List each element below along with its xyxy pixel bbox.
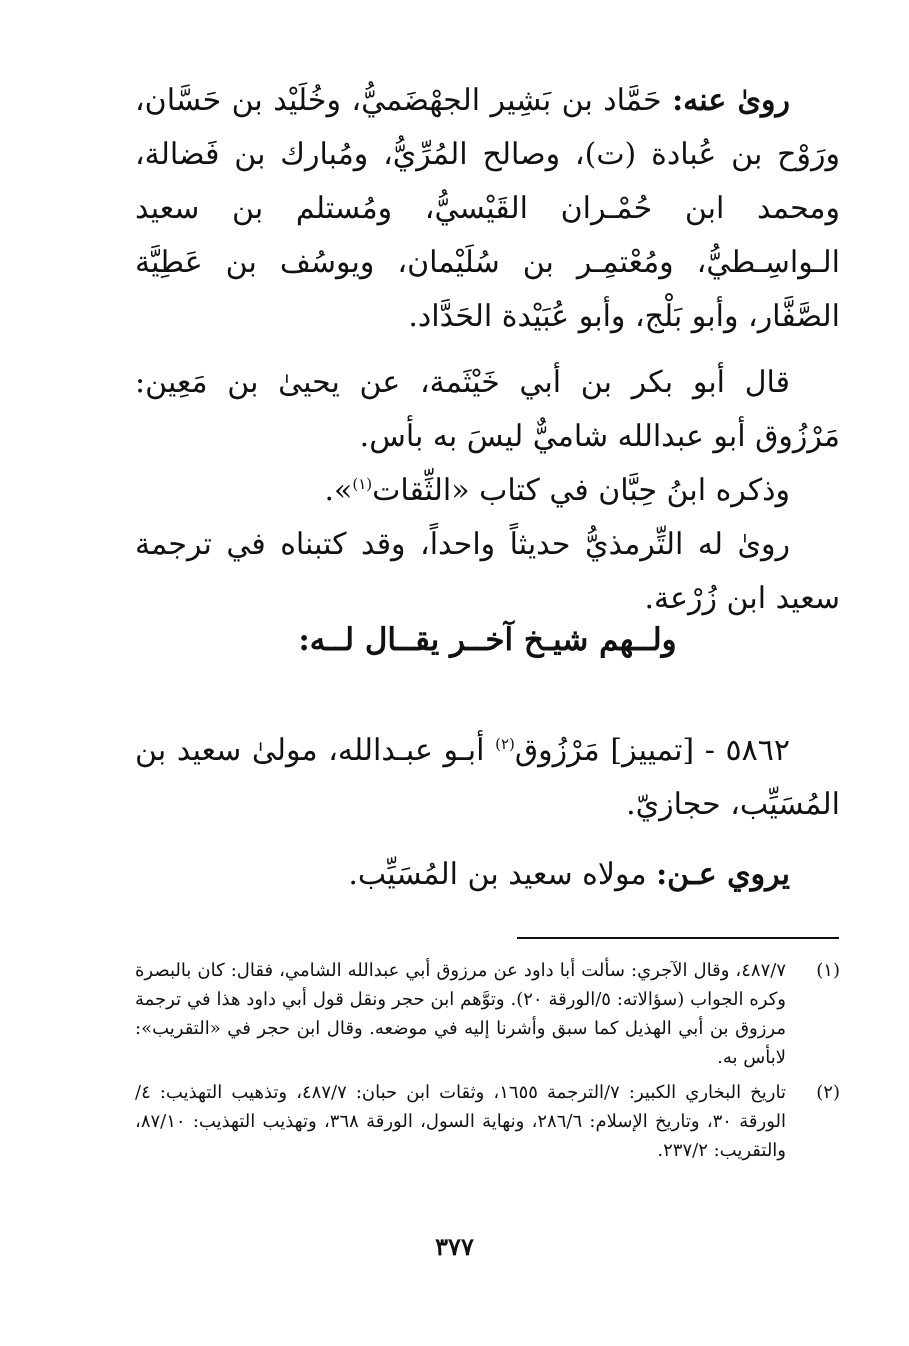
- narrates-from-text: مولاه سعيد بن المُسَيِّب.: [348, 857, 657, 892]
- entry-narrates-from: [135, 848, 840, 902]
- section-heading: ولــهم شيـخ آخــر يقــال لــه:: [298, 622, 677, 658]
- narrators-text: حَمَّاد بن بَشِير الجهْضَميُّ، وخُلَيْد بن حَسَّان، ورَوْح بن عُبادة (ت)، وصالح المُرِّيُّ، ومُبارك بن فَضالة، ومحمد ابن حُمْـران القَيْسيُّ، ومُستلم بن سعيد الـواسِـطيُّ، ومُعْتمِـر بن سُلَيْمان، ويوسُف بن عَطِيَّة الصَّفَّار، وأبو بَلْج، وأبو عُبَيْدة الحَدَّاد.: [135, 83, 840, 334]
- main-text: [135, 74, 840, 626]
- footnote-marker-2: (٢): [495, 735, 515, 753]
- footnotes: [135, 956, 840, 1171]
- footnote-1: [135, 956, 840, 1072]
- entry-text-after: أبـو عبـدالله، مولىٰ سعيد بن المُسَيِّب، حجازيّ.: [135, 733, 840, 822]
- tirmidhi-paragraph: روىٰ له التِّرمذيُّ حديثاً واحداً، وقد كتبناه في ترجمة سعيد ابن زُرْعة.: [135, 527, 840, 616]
- ibn-hibban-text: وذكره ابنُ حِبَّان في كتاب «الثِّقات: [372, 473, 790, 508]
- narrates-from-lead: يروي عـن:: [656, 857, 790, 892]
- page-number: ٣٧٧: [435, 1232, 474, 1261]
- entry-text-before: ٥٨٦٢ - [تمييز] مَرْزُوق: [514, 733, 790, 768]
- footnote-1-text: ٤٨٧/٧، وقال الآجري: سألت أبا داود عن مرزوق أبي عبدالله الشامي، فقال: كان بالبصرة وكره الجواب (سؤالاته: ٥/الورقة ٢٠). وتوَّهم ابن حجر ونقل قول أبي داود هذا في ترجمة مرزوق بن أبي الهذيل كما سبق وأشرنا إليه في موضعه. وقال ابن حجر في «التقريب»: لابأس به.: [135, 960, 786, 1068]
- ibn-hibban-end: ».: [324, 473, 353, 508]
- footnote-2-number: (٢): [816, 1082, 840, 1103]
- ibn-hibban-paragraph: [135, 464, 840, 518]
- footnote-2: [135, 1078, 840, 1165]
- footnote-1-number: (١): [816, 960, 840, 981]
- narrators-paragraph: [135, 74, 840, 344]
- footnote-2-text: تاريخ البخاري الكبير: ٧/الترجمة ١٦٥٥، وثقات ابن حبان: ٤٨٧/٧، وتذهيب التهذيب: ٤/الورقة ٣٠، وتاريخ الإسلام: ٢٨٦/٦، ونهاية السول، الورقة ٣٦٨، وتهذيب التهذيب: ٨٧/١٠، والتقريب: ٢٣٧/٢.: [135, 1082, 787, 1161]
- footnote-marker-1: (١): [352, 475, 373, 493]
- entry-5862: [135, 724, 840, 832]
- assessment-paragraph: قال أبو بكر بن أبي خَيْثَمة، عن يحيىٰ بن مَعِين: مَرْزُوق أبو عبدالله شاميٌّ ليسَ به بأس.: [135, 365, 840, 454]
- narrators-lead: روىٰ عنه:: [672, 83, 791, 118]
- footnote-separator: [517, 937, 839, 939]
